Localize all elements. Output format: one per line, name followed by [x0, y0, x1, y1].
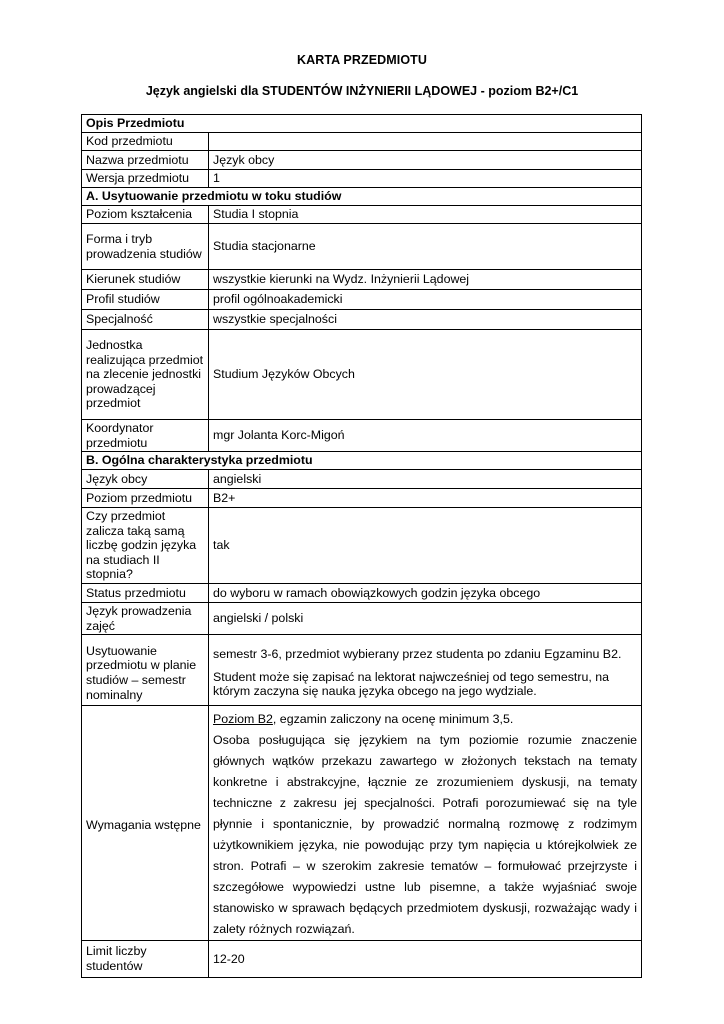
row-label: Poziom kształcenia: [82, 206, 209, 224]
opis-heading: Opis Przedmiotu: [82, 115, 642, 133]
table-row: [82, 170, 642, 188]
table-row: [82, 706, 642, 941]
row-value: B2+: [209, 489, 642, 508]
table-row: [82, 224, 642, 270]
row-value: Studium Języków Obcych: [209, 330, 642, 420]
section-a-heading: A. Usytuowanie przedmiotu w toku studiów: [82, 188, 642, 206]
table-row: [82, 330, 642, 420]
row-label: Język prowadzenia zajęć: [82, 603, 209, 635]
usytuowanie-semester: semestr 3-6, przedmiot wybierany przez studenta po zdaniu Egzaminu B2.: [213, 647, 622, 662]
document-subtitle: Język angielski dla STUDENTÓW INŻYNIERII LĄDOWEJ - poziom B2+/C1: [145, 84, 579, 98]
document-title: KARTA PRZEDMIOTU: [296, 53, 428, 67]
wymagania-description: Osoba posługująca się językiem na tym poziomie rozumie znaczenie głównych wątków przekazu zawartego w złożonych tekstach na tematy konkretne i abstrakcyjne, łącznie ze zrozumieniem dyskusji, na tematy techniczne z zakresu jej specjalności. Potrafi porozumiewać się na tyle płynnie i spontanicznie, by prowadzić normalną rozmowę z rodzimym użytkownikiem języka, nie powodując przy tym napięcia u którejkolwiek ze stron. Potrafi – w szerokim zakresie tematów – formułować przejrzyste i szczegółowe wypowiedzi ustne lub pisemne, a także wyjaśniać swoje stanowisko w sprawach będących przedmiotem dyskusji, rozważając wady i zalety różnych rozwiązań.: [213, 733, 638, 936]
table-row: [82, 635, 642, 706]
row-value: Studia stacjonarne: [209, 224, 642, 270]
table-row: [82, 420, 642, 452]
row-label: Profil studiów: [82, 290, 209, 310]
table-row: [82, 206, 642, 224]
row-value: Studia I stopnia: [209, 206, 642, 224]
row-label: Status przedmiotu: [82, 584, 209, 603]
row-label: Kod przedmiotu: [82, 133, 209, 151]
row-value: 1: [209, 170, 642, 188]
table-row: [82, 270, 642, 290]
section-a-heading-row: [82, 188, 642, 206]
table-row: [82, 584, 642, 603]
row-label: Wymagania wstępne: [82, 706, 209, 941]
row-label: Specjalność: [82, 310, 209, 330]
table-row: [82, 603, 642, 635]
table-row: [82, 310, 642, 330]
row-value: mgr Jolanta Korc-Migoń: [209, 420, 642, 452]
row-value: angielski / polski: [209, 603, 642, 635]
row-value: 12-20: [209, 941, 642, 978]
row-label: Forma i tryb prowadzenia studiów: [82, 224, 209, 270]
row-label: Limit liczby studentów: [82, 941, 209, 978]
opis-heading-row: [82, 115, 642, 133]
row-label: Język obcy: [82, 470, 209, 489]
row-label: Jednostka realizująca przedmiot na zlecenie jednostki prowadzącej przedmiot: [82, 330, 209, 420]
row-value: angielski: [209, 470, 642, 489]
row-value: tak: [209, 508, 642, 584]
table-row: [82, 290, 642, 310]
wymagania-text: [213, 709, 637, 940]
row-value: profil ogólnoakademicki: [209, 290, 642, 310]
table-row: [82, 470, 642, 489]
section-b-heading: B. Ogólna charakterystyka przedmiotu: [82, 452, 642, 470]
row-label: Usytuowanie przedmiotu w planie studiów – semestr nominalny: [82, 635, 209, 706]
row-label: Poziom przedmiotu: [82, 489, 209, 508]
course-card-table: [81, 114, 642, 978]
row-value: wszystkie specjalności: [209, 310, 642, 330]
row-label: Wersja przedmiotu: [82, 170, 209, 188]
section-b-heading-row: [82, 452, 642, 470]
row-label: Kierunek studiów: [82, 270, 209, 290]
usytuowanie-note: Student może się zapisać na lektorat najwcześniej od tego semestru, na którym zaczyna się nauka języka obcego na jego wydziale.: [213, 669, 610, 699]
poziom-b2-link[interactable]: Poziom B2: [213, 712, 273, 726]
table-row: [82, 489, 642, 508]
row-label: Koordynator przedmiotu: [82, 420, 209, 452]
row-value: [209, 133, 642, 151]
row-label: Nazwa przedmiotu: [82, 151, 209, 170]
row-label: Czy przedmiot zalicza taką samą liczbę godzin języka na studiach II stopnia?: [82, 508, 209, 584]
row-value: Język obcy: [209, 151, 642, 170]
row-value: wszystkie kierunki na Wydz. Inżynierii Lądowej: [209, 270, 642, 290]
table-row: [82, 133, 642, 151]
row-value: do wyboru w ramach obowiązkowych godzin języka obcego: [209, 584, 642, 603]
wymagania-intro: , egzamin zaliczony na ocenę minimum 3,5.: [272, 712, 514, 726]
table-row: [82, 508, 642, 584]
row-value: [209, 706, 642, 941]
table-row: [82, 941, 642, 978]
row-value: [209, 635, 642, 706]
table-row: [82, 151, 642, 170]
